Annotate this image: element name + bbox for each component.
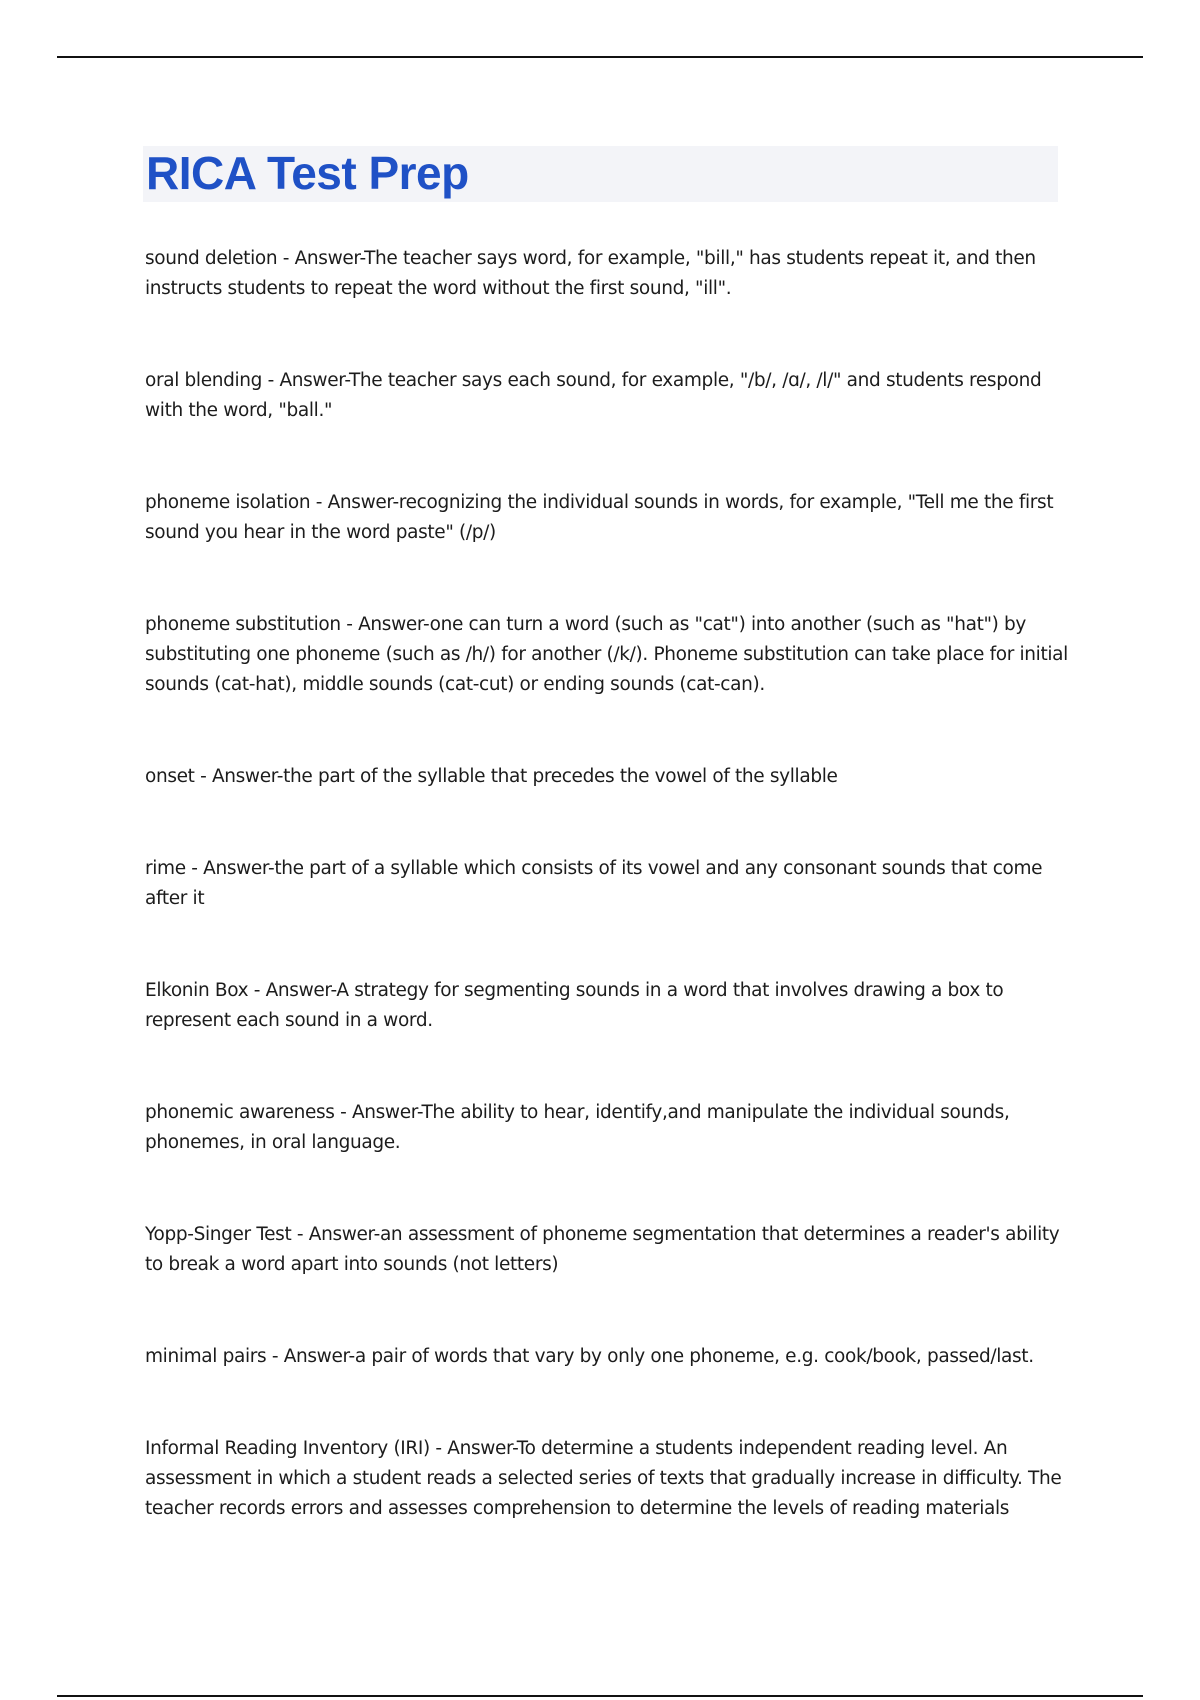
entry-phonemic-awareness: phonemic awareness - Answer-The ability to hear, identify,and manipulate the individual sounds, phonemes, in oral language. [145,1102,1010,1153]
entry-onset: onset - Answer-the part of the syllable that precedes the vowel of the syllable [145,766,838,787]
entry-oral-blending: oral blending - Answer-The teacher says each sound, for example, "/b/, /ɑ/, /l/" and students respond with the word, "ball." [145,370,1042,421]
entry-phoneme-substitution: phoneme substitution - Answer-one can turn a word (such as "cat") into another (such as "hat") by substituting one phoneme (such as /h/) for another (/k/). Phoneme substitution can take place for initial sounds (cat-hat), middle sounds (cat-cut) or ending sounds (cat-can). [145,614,1068,695]
entry-minimal-pairs: minimal pairs - Answer-a pair of words that vary by only one phoneme, e.g. cook/book, passed/last. [145,1346,1034,1367]
entry-informal-reading-inventory: Informal Reading Inventory (IRI) - Answer-To determine a students independent reading level. An assessment in which a student reads a selected series of texts that gradually increase in difficulty. The teacher records errors and assesses comprehension to determine the levels of reading materials [145,1438,1062,1519]
page-title: RICA Test Prep [146,147,469,199]
top-rule [57,56,1143,58]
entry-list [145,244,1070,1586]
entry-sound-deletion: sound deletion - Answer-The teacher says word, for example, "bill," has students repeat it, and then instructs students to repeat the word without the first sound, "ill". [145,248,1036,299]
entry-rime: rime - Answer-the part of a syllable which consists of its vowel and any consonant sounds that come after it [145,858,1043,909]
bottom-rule [57,1695,1143,1697]
entry-yopp-singer-test: Yopp-Singer Test - Answer-an assessment of phoneme segmentation that determines a reader's ability to break a word apart into sounds (not letters) [145,1224,1060,1275]
entry-elkonin-box: Elkonin Box - Answer-A strategy for segmenting sounds in a word that involves drawing a box to represent each sound in a word. [145,980,1004,1031]
entry-phoneme-isolation: phoneme isolation - Answer-recognizing the individual sounds in words, for example, "Tell me the first sound you hear in the word paste" (/p/) [145,492,1054,543]
